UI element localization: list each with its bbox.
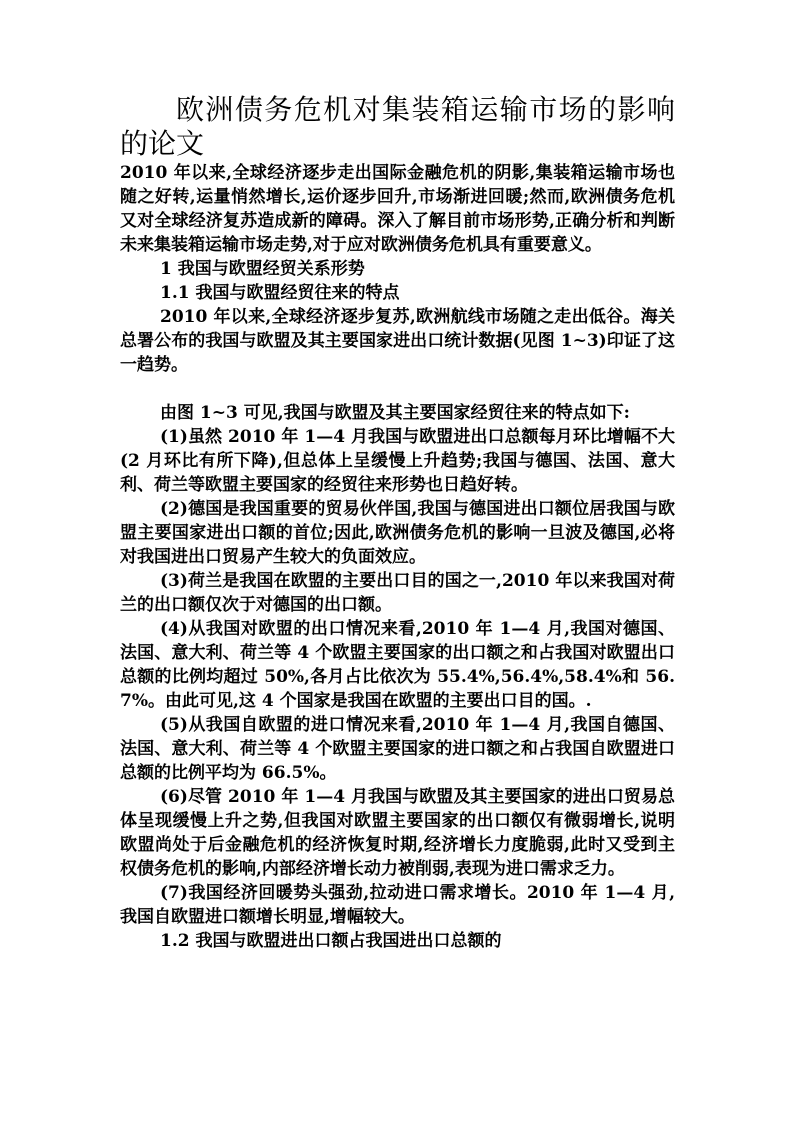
list-item-paragraph: (1)虽然 2010 年 1—4 月我国与欧盟进出口总额每月环比增幅不大(2 月环比有所下降),但总体上呈缓慢上升趋势;我国与德国、法国、意大利、荷兰等欧盟主要国家的经贸往来形势也日趋好转。 — [120, 427, 675, 495]
document-page — [120, 93, 675, 953]
list-item-paragraph: (3)荷兰是我国在欧盟的主要出口目的国之一,2010 年以来我国对荷兰的出口额仅次于对德国的出口额。 — [120, 571, 675, 615]
list-item-paragraph: (7)我国经济回暖势头强劲,拉动进口需求增长。2010 年 1—4 月,我国自欧盟进口额增长明显,增幅较大。 — [120, 883, 675, 927]
subsection-heading: 1.1 我国与欧盟经贸往来的特点 — [160, 283, 400, 303]
list-item-paragraph: (4)从我国对欧盟的出口情况来看,2010 年 1—4 月,我国对德国、法国、意大利、荷兰等 4 个欧盟主要国家的出口额之和占我国对欧盟出口总额的比例均超过 50%,各月占比依次为 55.4%,56.4%,58.4%和 56.7%。由此可见,这 4 个国家是我国在欧盟的主要出口目的国。. — [120, 619, 675, 711]
body-paragraph: 2010 年以来,全球经济逐步复苏,欧洲航线市场随之走出低谷。海关总署公布的我国与欧盟及其主要国家进出口统计数据(见图 1~3)印证了这一趋势。 — [120, 307, 675, 375]
body-paragraph: 由图 1~3 可见,我国与欧盟及其主要国家经贸往来的特点如下: — [160, 403, 630, 423]
list-item-paragraph: (5)从我国自欧盟的进口情况来看,2010 年 1—4 月,我国自德国、法国、意大利、荷兰等 4 个欧盟主要国家的进口额之和占我国自欧盟进口总额的比例平均为 66.5%。 — [120, 715, 675, 783]
list-item-paragraph: (6)尽管 2010 年 1—4 月我国与欧盟及其主要国家的进出口贸易总体呈现缓慢上升之势,但我国对欧盟主要国家的出口额仅有微弱增长,说明欧盟尚处于后金融危机的经济恢复时期,经济增长力度脆弱,此时又受到主权债务危机的影响,内部经济增长动力被削弱,表现为进口需求乏力。 — [120, 787, 675, 879]
document-title: 欧洲债务危机对集装箱运输市场的影响的论文 — [120, 93, 675, 160]
figure-gap — [120, 377, 675, 401]
intro-paragraph: 2010 年以来,全球经济逐步走出国际金融危机的阴影,集装箱运输市场也随之好转,运量悄然增长,运价逐步回升,市场渐进回暖;然而,欧洲债务危机又对全球经济复苏造成新的障碍。深入了解目前市场形势,正确分析和判断未来集装箱运输市场走势,对于应对欧洲债务危机具有重要意义。 — [120, 163, 675, 255]
subsection-heading: 1.2 我国与欧盟进出口额占我国进出口总额的 — [160, 931, 502, 951]
list-item-paragraph: (2)德国是我国重要的贸易伙伴国,我国与德国进出口额位居我国与欧盟主要国家进出口额的首位;因此,欧洲债务危机的影响一旦波及德国,必将对我国进出口贸易产生较大的负面效应。 — [120, 499, 675, 567]
section-heading: 1 我国与欧盟经贸关系形势 — [160, 259, 365, 279]
